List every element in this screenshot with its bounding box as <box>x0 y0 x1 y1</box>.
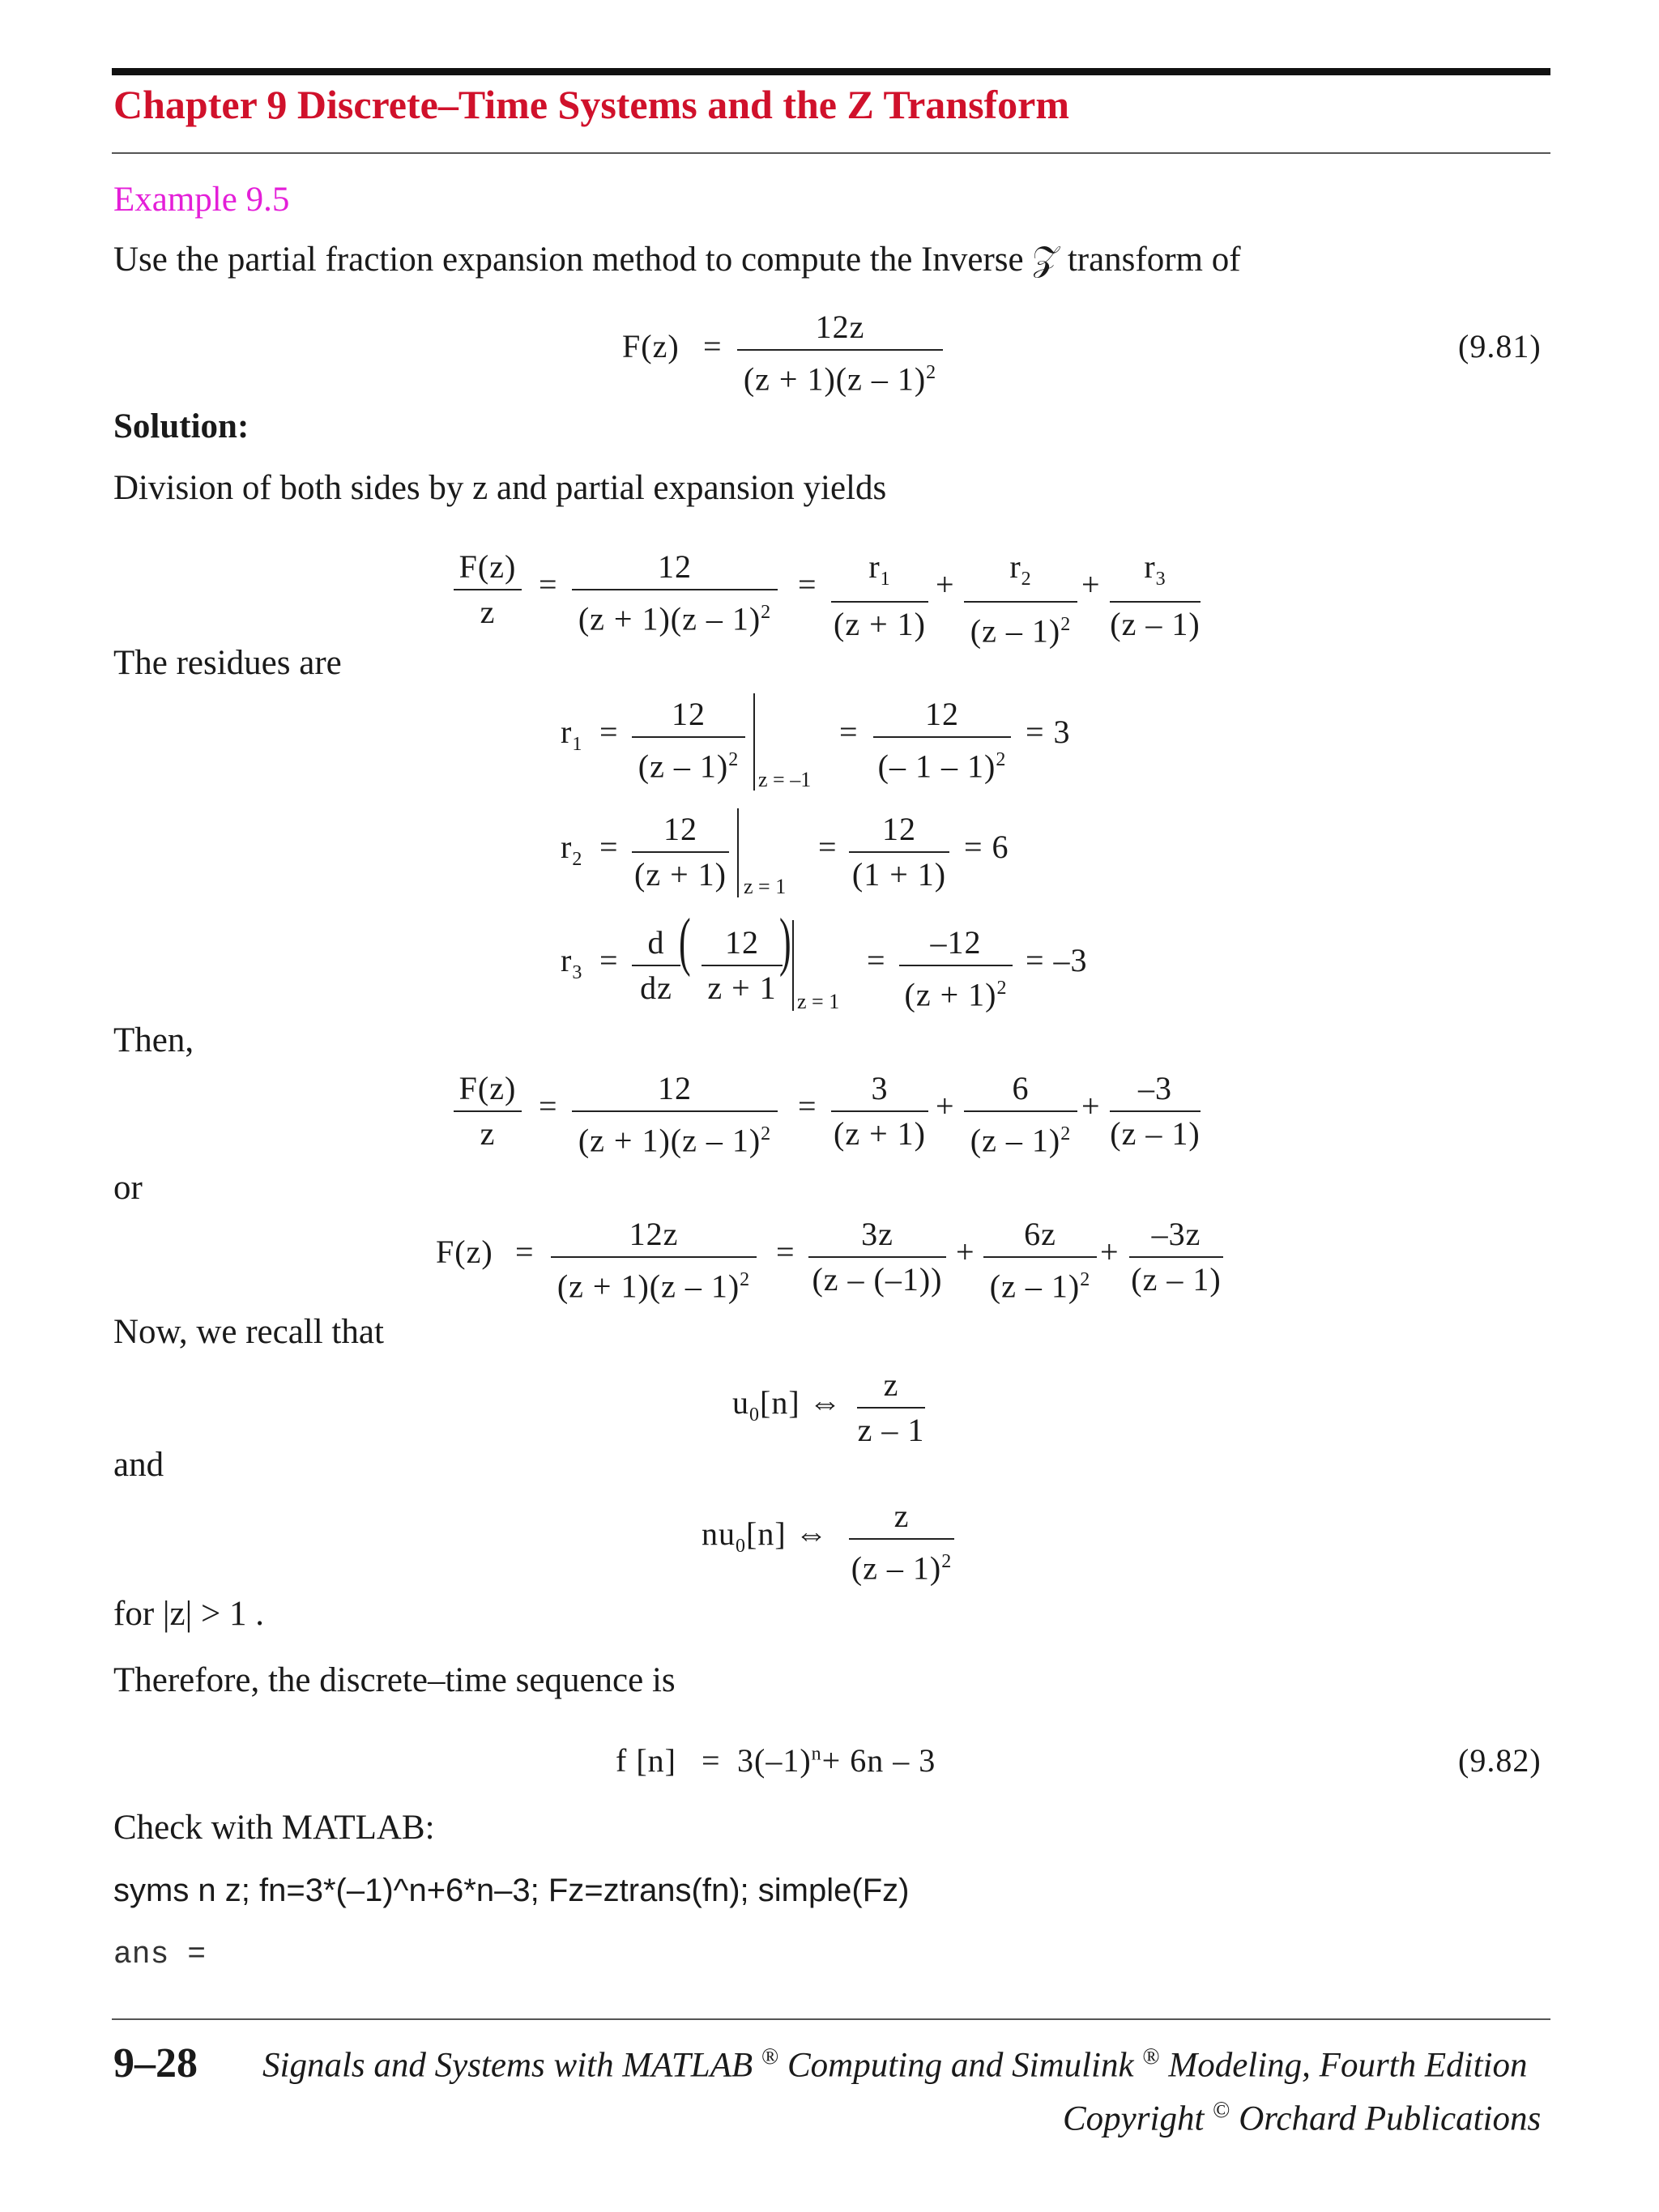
or-label: or <box>113 1169 143 1207</box>
equation-number: (9.81) <box>1458 328 1542 364</box>
header-divider <box>112 152 1550 154</box>
equation-number: (9.82) <box>1458 1742 1542 1779</box>
recall-label: Now, we recall that <box>113 1313 384 1351</box>
chapter-title: Chapter 9 Discrete–Time Systems and the Z Transform <box>113 82 1070 127</box>
example-title: Example 9.5 <box>113 181 290 219</box>
evaluation-bar <box>737 808 739 897</box>
and-label: and <box>113 1446 164 1484</box>
then-label: Then, <box>113 1021 194 1059</box>
evaluation-bar <box>753 693 755 791</box>
copyright: Copyright © Orchard Publications <box>1063 2098 1542 2138</box>
header-rule <box>112 68 1550 75</box>
book-title: Signals and Systems with MATLAB ® Computing and Simulink ® Modeling, Fourth Edition <box>262 2044 1528 2085</box>
evaluation-bar <box>792 920 794 1011</box>
residues-label: The residues are <box>113 644 342 682</box>
therefore-label: Therefore, the discrete–time sequence is <box>113 1661 676 1699</box>
example-intro: Use the partial fraction expansion method to compute the Inverse 𝒵 transform of <box>113 241 1241 279</box>
page-number: 9–28 <box>113 2040 198 2086</box>
footer-divider <box>112 2018 1550 2020</box>
check-label: Check with MATLAB: <box>113 1809 435 1847</box>
division-text: Division of both sides by z and partial expansion yields <box>113 469 887 507</box>
matlab-ans: ans = <box>113 1937 207 1972</box>
region-of-convergence: for |z| > 1 . <box>113 1595 264 1633</box>
matlab-code: syms n z; fn=3*(–1)^n+6*n–3; Fz=ztrans(fn); simple(Fz) <box>113 1873 910 1908</box>
solution-label: Solution: <box>113 407 249 445</box>
